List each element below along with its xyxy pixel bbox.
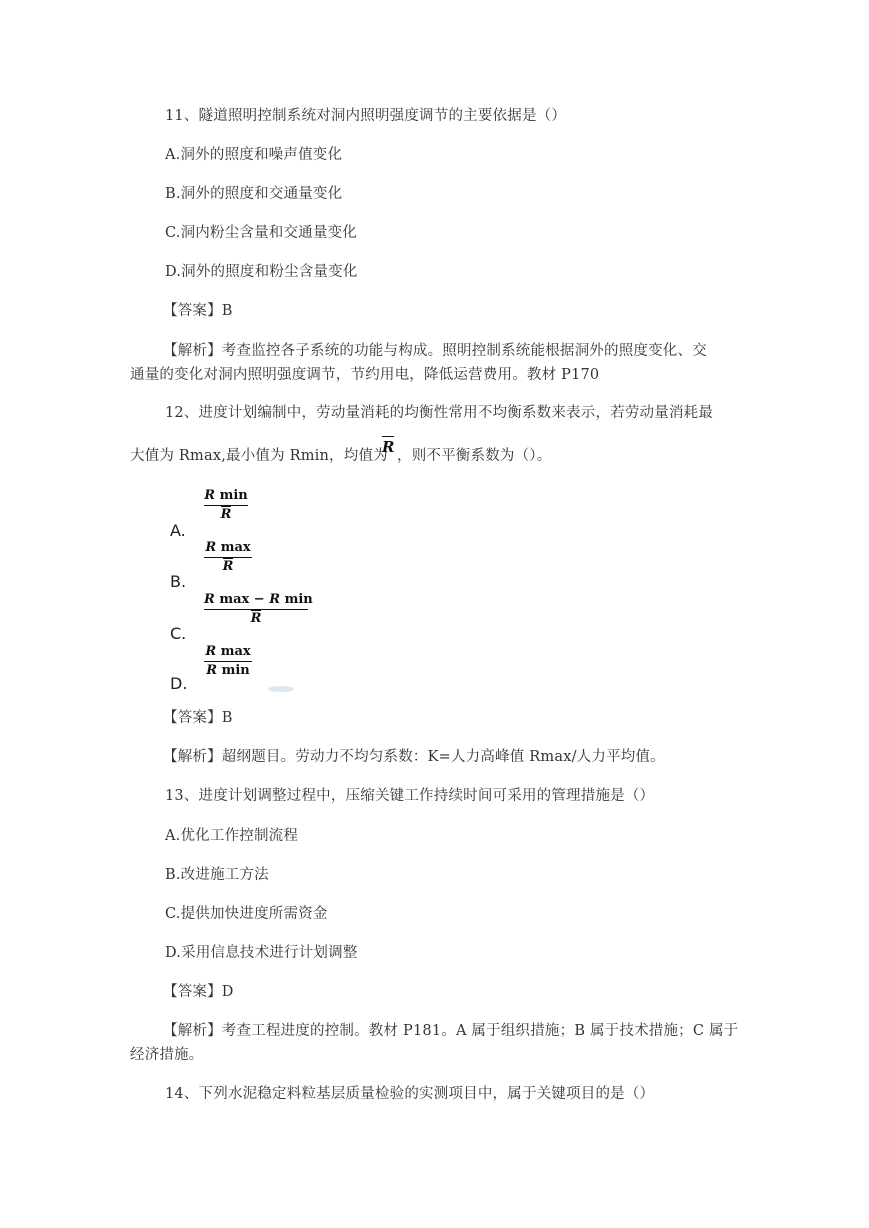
q11-option-d: D.洞外的照度和粉尘含量变化	[165, 264, 358, 280]
q13-analysis-line2: 经济措施。	[130, 1047, 204, 1063]
q14-question: 14、下列水泥稳定料粒基层质量检验的实测项目中，属于关键项目的是（）	[165, 1086, 655, 1102]
q13-answer: 【答案】D	[163, 984, 234, 1000]
q12-option-d-label: D.	[170, 674, 188, 693]
q11-analysis-line1: 【解析】考查监控各子系统的功能与构成。照明控制系统能根据洞外的照度变化、交	[163, 343, 707, 359]
q11-option-b: B.洞外的照度和交通量变化	[165, 186, 343, 202]
q12-question-line2-part1: 大值为 Rmax,最小值为 Rmin，均值为	[130, 448, 388, 464]
q12-formula-options	[170, 486, 320, 696]
q11-analysis-line2: 通量的变化对洞内照明强度调节，节约用电，降低运营费用。教材 P170	[130, 367, 600, 383]
q11-answer: 【答案】B	[163, 303, 233, 319]
q13-analysis-line1: 【解析】考查工程进度的控制。教材 P181。A 属于组织措施；B 属于技术措施；C 属于	[163, 1023, 739, 1039]
q12-question-line2-part2: ，则不平衡系数为（）。	[397, 448, 552, 464]
q12-option-d-fraction: R max R min	[205, 644, 251, 678]
q12-answer: 【答案】B	[163, 710, 233, 726]
mean-r-symbol: R	[382, 438, 395, 456]
q12-option-c-label: C.	[170, 624, 187, 643]
q13-question: 13、进度计划调整过程中，压缩关键工作持续时间可采用的管理措施是（）	[165, 788, 655, 804]
q12-option-a-fraction: R min R	[204, 488, 248, 522]
q13-option-c: C.提供加快进度所需资金	[165, 906, 328, 922]
q13-option-a: A.优化工作控制流程	[165, 828, 299, 844]
q11-option-a: A.洞外的照度和噪声值变化	[165, 147, 343, 163]
q11-question: 11、隧道照明控制系统对洞内照明强度调节的主要依据是（）	[165, 108, 567, 124]
image-artifact	[268, 686, 294, 692]
q12-option-b-fraction: R max R	[205, 540, 251, 574]
q12-option-b-label: B.	[170, 572, 187, 591]
q12-option-c-fraction: R max − R min R	[204, 592, 313, 626]
q13-option-d: D.采用信息技术进行计划调整	[165, 945, 358, 961]
q13-option-b: B.改进施工方法	[165, 867, 269, 883]
q12-option-a-label: A.	[170, 521, 186, 540]
q12-question-line1: 12、进度计划编制中，劳动量消耗的均衡性常用不均衡系数来表示，若劳动量消耗最	[165, 405, 714, 421]
q11-option-c: C.洞内粉尘含量和交通量变化	[165, 225, 357, 241]
q12-analysis: 【解析】超纲题目。劳动力不均匀系数：K=人力高峰值 Rmax/人力平均值。	[163, 749, 665, 765]
